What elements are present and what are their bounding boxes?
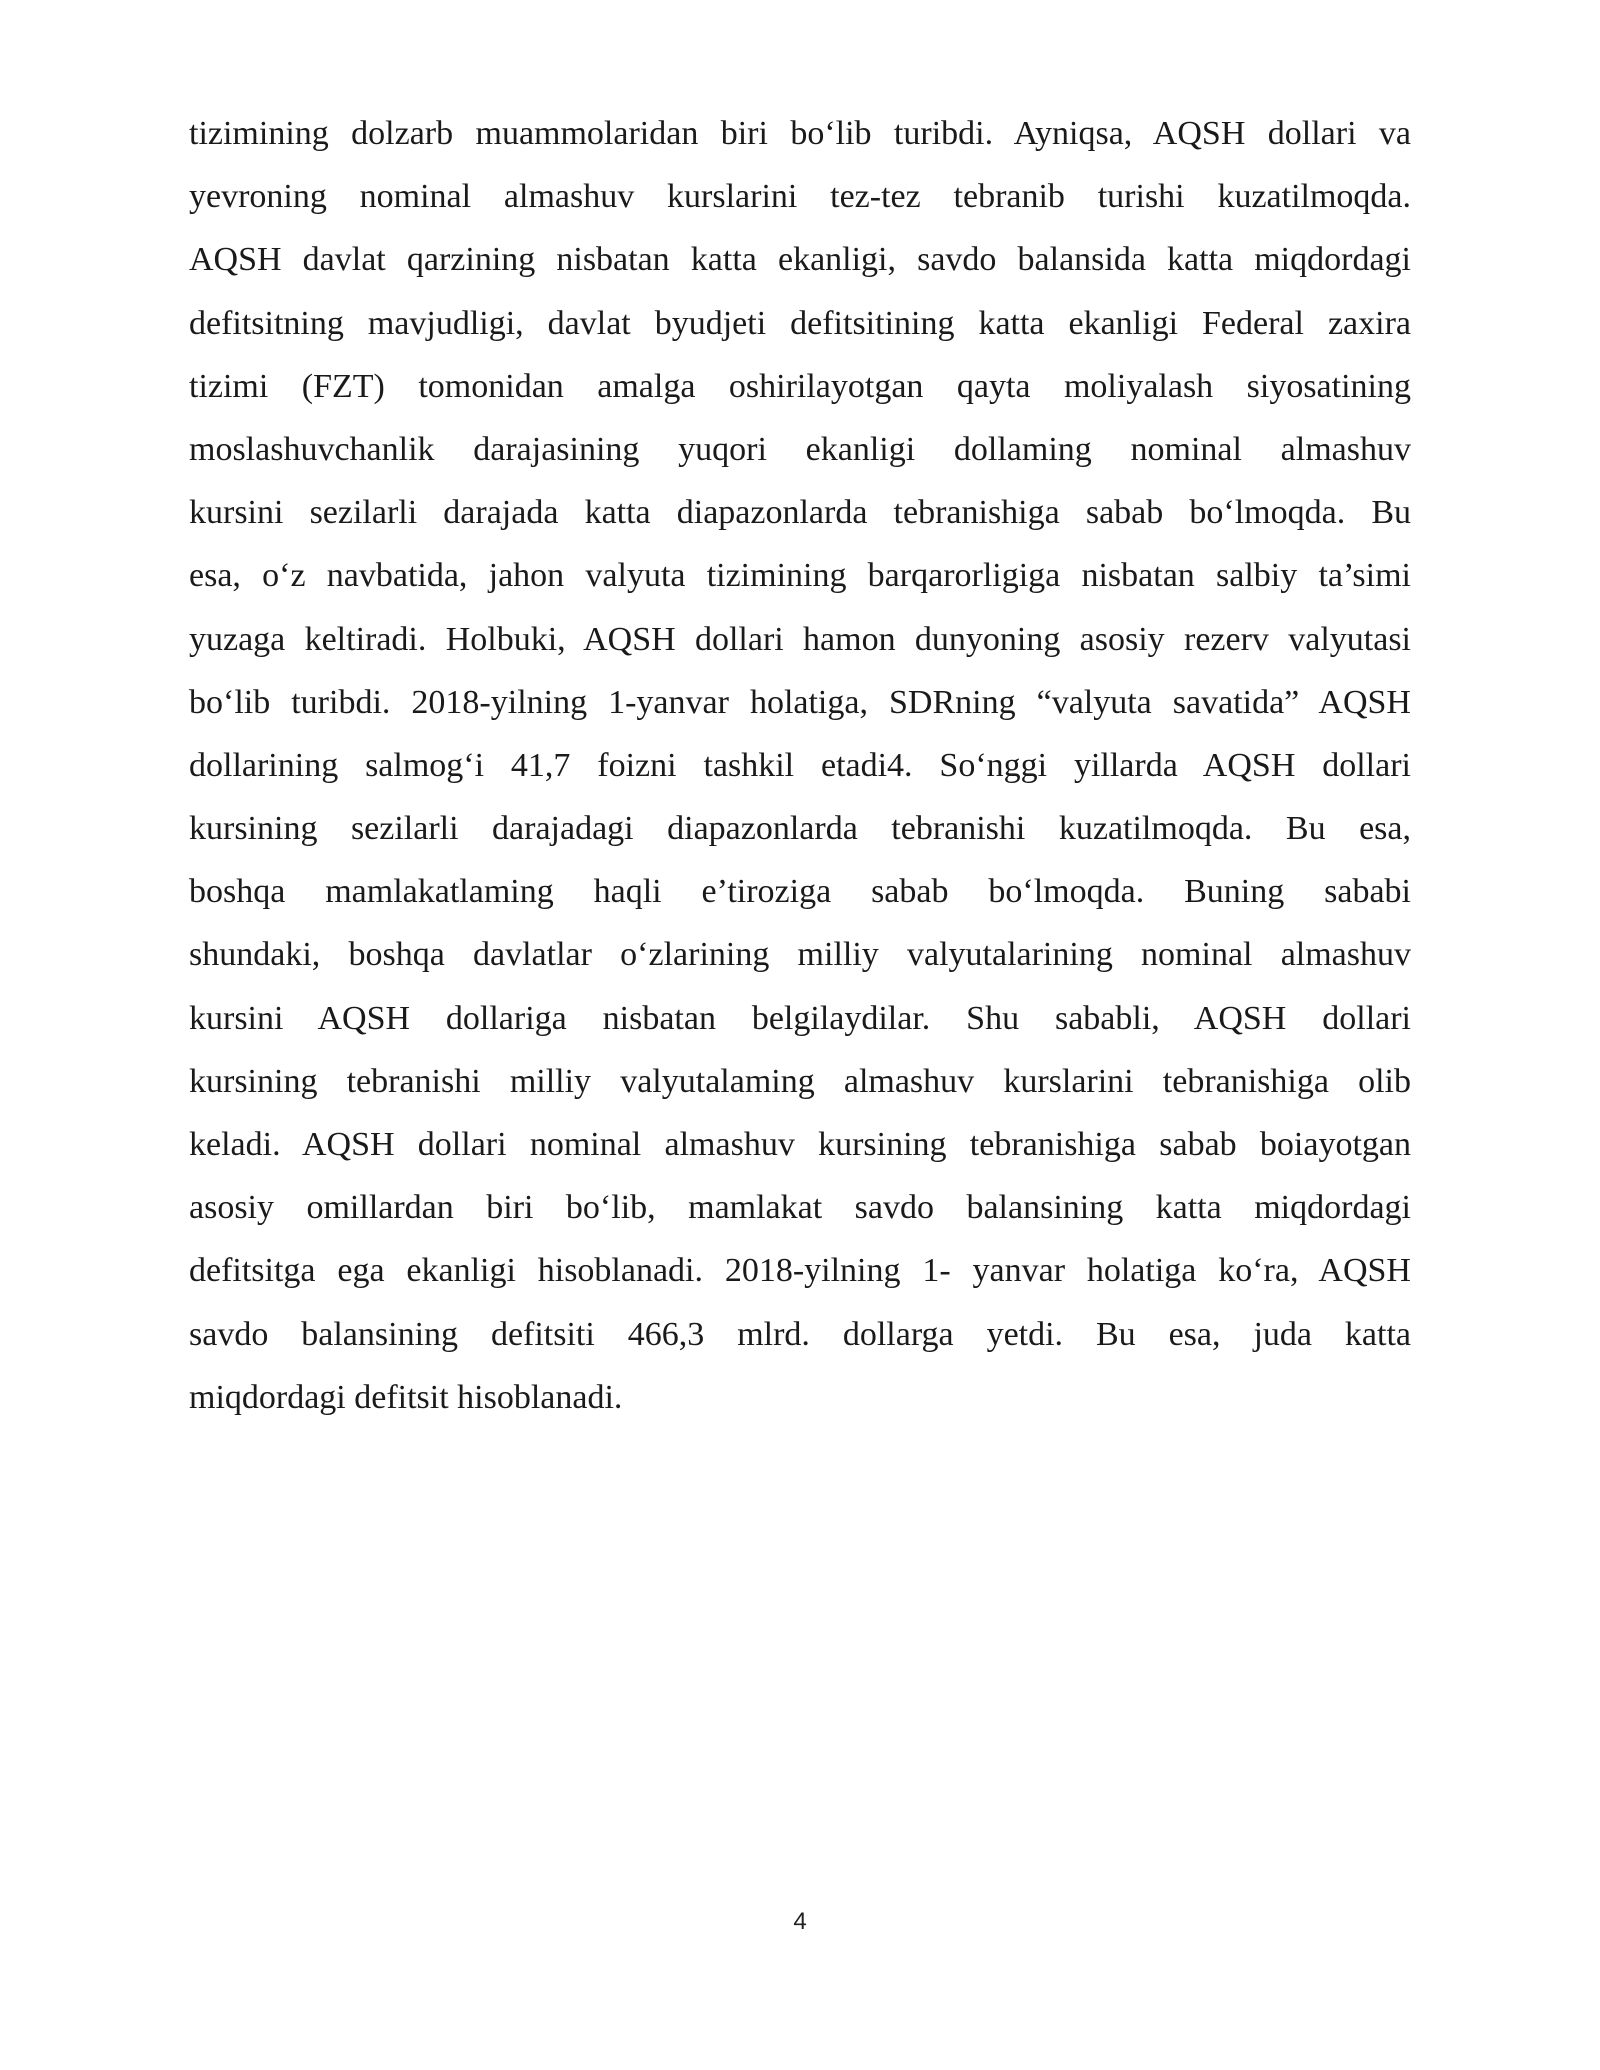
paragraph-line: tizimining dolzarb muammolaridan biri bo‘lib turibdi. Ayniqsa, AQSH dollari va <box>189 115 1411 152</box>
paragraph-line: dollarining salmog‘i 41,7 foizni tashkil etadi4. So‘nggi yillarda AQSH dollari <box>189 746 1411 784</box>
paragraph-line: keladi. AQSH dollari nominal almashuv kursining tebranishiga sabab boiayotgan <box>189 1126 1411 1163</box>
paragraph-line: defitsitga ega ekanligi hisoblanadi. 2018-yilning 1- yanvar holatiga ko‘ra, AQSH <box>189 1252 1411 1290</box>
body-paragraph <box>189 108 1411 1435</box>
paragraph-line: asosiy omillardan biri bo‘lib, mamlakat savdo balansining katta miqdordagi <box>189 1189 1411 1227</box>
page-number: 4 <box>793 1908 807 1935</box>
paragraph-line: shundaki, boshqa davlatlar o‘zlarining milliy valyutalarining nominal almashuv <box>189 936 1411 974</box>
paragraph-line: defitsitning mavjudligi, davlat byudjeti defitsitining katta ekanligi Federal zaxira <box>189 304 1411 342</box>
paragraph-line: bo‘lib turibdi. 2018-yilning 1-yanvar holatiga, SDRning “valyuta savatida” AQSH <box>189 683 1411 721</box>
paragraph-line: kursini sezilarli darajada katta diapazonlarda tebranishiga sabab bo‘lmoqda. Bu <box>189 494 1411 532</box>
paragraph-line: AQSH davlat qarzining nisbatan katta ekanligi, savdo balansida katta miqdordagi <box>189 241 1411 279</box>
paragraph-line: yuzaga keltiradi. Holbuki, AQSH dollari hamon dunyoning asosiy rezerv valyutasi <box>189 620 1411 658</box>
paragraph-line: kursini AQSH dollariga nisbatan belgilaydilar. Shu sababli, AQSH dollari <box>189 999 1411 1037</box>
paragraph-line: tizimi (FZT) tomonidan amalga oshirilayotgan qayta moliyalash siyosatining <box>189 367 1411 405</box>
paragraph-line: kursining tebranishi milliy valyutalaming almashuv kurslarini tebranishiga olib <box>189 1062 1411 1100</box>
paragraph-line: esa, o‘z navbatida, jahon valyuta tizimining barqarorligiga nisbatan salbiy ta’simi <box>189 557 1411 595</box>
paragraph-line: boshqa mamlakatlaming haqli e’tiroziga sabab bo‘lmoqda. Buning sababi <box>189 873 1411 911</box>
paragraph-line: moslashuvchanlik darajasining yuqori ekanligi dollaming nominal almashuv <box>189 430 1411 468</box>
paragraph-line: yevroning nominal almashuv kurslarini tez-tez tebranib turishi kuzatilmoqda. <box>189 178 1411 216</box>
paragraph-line: miqdordagi defitsit hisoblanadi. <box>189 1378 623 1416</box>
paragraph-line: savdo balansining defitsiti 466,3 mlrd. dollarga yetdi. Bu esa, juda katta <box>189 1315 1411 1353</box>
paragraph-line: kursining sezilarli darajadagi diapazonlarda tebranishi kuzatilmoqda. Bu esa, <box>189 810 1411 848</box>
